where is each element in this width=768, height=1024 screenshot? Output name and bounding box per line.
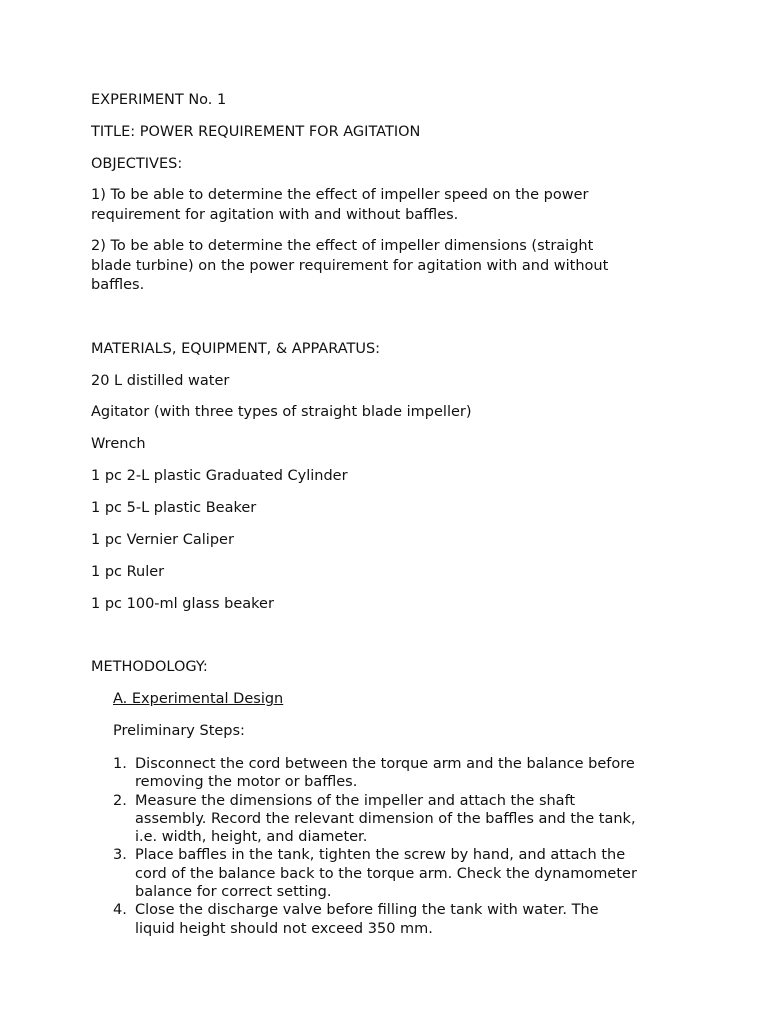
step-line: Close the discharge valve before filling the tank with water. The [135, 902, 599, 919]
step-line: liquid height should not exceed 350 mm. [135, 920, 433, 937]
methodology-heading: METHODOLOGY: [91, 659, 208, 675]
objective-1 [91, 186, 588, 225]
material-item: 1 pc 2-L plastic Graduated Cylinder [91, 468, 348, 484]
step-number: 1. [113, 756, 127, 772]
material-item: 1 pc Ruler [91, 564, 165, 580]
step-line: i.e. width, height, and diameter. [135, 829, 368, 846]
material-item: 1 pc Vernier Caliper [91, 532, 234, 548]
preliminary-steps-list [113, 755, 637, 938]
list-item [113, 901, 637, 938]
objective-line: blade turbine) on the power requirement for agitation with and without [91, 257, 609, 274]
preliminary-steps-heading: Preliminary Steps: [113, 723, 245, 739]
step-line: removing the motor or baffles. [135, 774, 358, 791]
material-item: 1 pc 100-ml glass beaker [91, 596, 274, 612]
step-number: 3. [113, 847, 127, 864]
objective-line: baffles. [91, 277, 145, 293]
materials-heading: MATERIALS, EQUIPMENT, & APPARATUS: [91, 341, 381, 357]
list-item [113, 792, 637, 847]
material-item: Wrench [91, 436, 146, 452]
step-number: 2. [113, 792, 127, 809]
material-item: 20 L distilled water [91, 373, 230, 389]
step-line: assembly. Record the relevant dimension of the baffles and the tank, [135, 810, 636, 827]
objective-2 [91, 237, 608, 296]
material-item: 1 pc 5-L plastic Beaker [91, 500, 257, 516]
step-line: Place baffles in the tank, tighten the screw by hand, and attach the [135, 847, 626, 864]
material-item: Agitator (with three types of straight blade impeller) [91, 404, 472, 420]
objective-line: 2) To be able to determine the effect of impeller dimensions (straight [91, 238, 594, 254]
step-line: Measure the dimensions of the impeller and attach the shaft [135, 792, 576, 809]
experiment-number: EXPERIMENT No. 1 [91, 92, 227, 108]
step-line: balance for correct setting. [135, 884, 332, 901]
step-line: Disconnect the cord between the torque arm and the balance before [135, 756, 635, 772]
objective-line: 1) To be able to determine the effect of impeller speed on the power [91, 187, 589, 203]
section-a-heading: A. Experimental Design [113, 691, 284, 707]
list-item [113, 846, 637, 901]
objectives-heading: OBJECTIVES: [91, 156, 183, 172]
step-number: 4. [113, 902, 127, 919]
objective-line: requirement for agitation with and without baffles. [91, 206, 459, 223]
list-item [113, 755, 637, 792]
experiment-title: TITLE: POWER REQUIREMENT FOR AGITATION [91, 124, 421, 140]
step-line: cord of the balance back to the torque arm. Check the dynamometer [135, 865, 637, 882]
